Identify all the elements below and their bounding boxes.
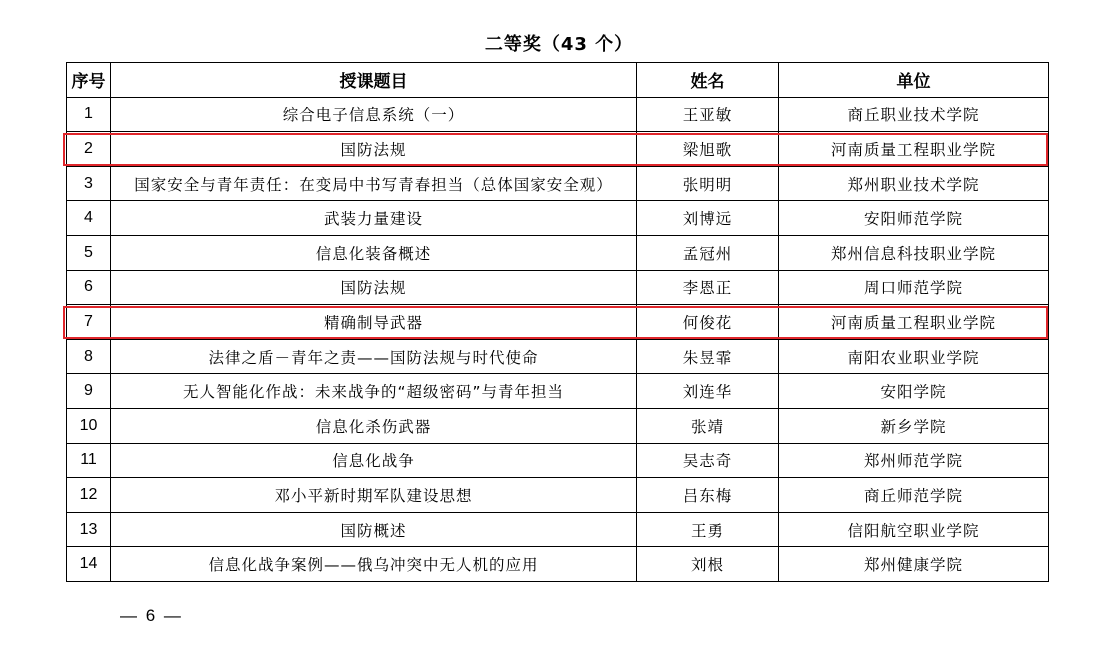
cell-num: 4 (67, 201, 111, 236)
table-row (67, 97, 1049, 132)
cell-unit: 郑州职业技术学院 (779, 166, 1049, 201)
cell-name: 李恩正 (637, 270, 779, 305)
table-row (67, 339, 1049, 374)
cell-num: 7 (67, 305, 111, 340)
cell-num: 2 (67, 132, 111, 167)
cell-topic: 无人智能化作战：未来战争的“超级密码”与青年担当 (111, 374, 637, 409)
cell-topic: 信息化杀伤武器 (111, 408, 637, 443)
table-row (67, 478, 1049, 513)
page-number: — 6 — (120, 606, 183, 625)
cell-name: 刘根 (637, 547, 779, 582)
cell-name: 刘博远 (637, 201, 779, 236)
cell-topic: 国家安全与青年责任：在变局中书写青春担当（总体国家安全观） (111, 166, 637, 201)
cell-topic: 法律之盾－青年之责——国防法规与时代使命 (111, 339, 637, 374)
cell-topic: 邓小平新时期军队建设思想 (111, 478, 637, 513)
cell-unit: 新乡学院 (779, 408, 1049, 443)
table-row (67, 235, 1049, 270)
table-row (67, 270, 1049, 305)
cell-name: 朱昱霏 (637, 339, 779, 374)
header-unit: 单位 (779, 63, 1049, 98)
cell-name: 王亚敏 (637, 97, 779, 132)
cell-unit: 周口师范学院 (779, 270, 1049, 305)
cell-name: 何俊花 (637, 305, 779, 340)
table-row (67, 166, 1049, 201)
cell-name: 刘连华 (637, 374, 779, 409)
cell-name: 吴志奇 (637, 443, 779, 478)
cell-num: 10 (67, 408, 111, 443)
table-row (67, 201, 1049, 236)
cell-topic: 信息化战争 (111, 443, 637, 478)
cell-topic: 国防法规 (111, 270, 637, 305)
header-topic: 授课题目 (111, 63, 637, 98)
cell-unit: 郑州信息科技职业学院 (779, 235, 1049, 270)
table-row (67, 305, 1049, 340)
awards-table (66, 62, 1049, 582)
cell-unit: 安阳学院 (779, 374, 1049, 409)
cell-num: 8 (67, 339, 111, 374)
cell-unit: 商丘师范学院 (779, 478, 1049, 513)
cell-num: 1 (67, 97, 111, 132)
cell-name: 张明明 (637, 166, 779, 201)
cell-num: 12 (67, 478, 111, 513)
cell-unit: 郑州健康学院 (779, 547, 1049, 582)
table-row (67, 443, 1049, 478)
cell-topic: 综合电子信息系统（一） (111, 97, 637, 132)
cell-unit: 河南质量工程职业学院 (779, 305, 1049, 340)
table-row (67, 408, 1049, 443)
cell-unit: 河南质量工程职业学院 (779, 132, 1049, 167)
cell-num: 9 (67, 374, 111, 409)
cell-name: 王勇 (637, 512, 779, 547)
cell-unit: 南阳农业职业学院 (779, 339, 1049, 374)
cell-name: 张靖 (637, 408, 779, 443)
table-row (67, 547, 1049, 582)
header-name: 姓名 (637, 63, 779, 98)
header-num: 序号 (67, 63, 111, 98)
cell-num: 6 (67, 270, 111, 305)
table-row (67, 132, 1049, 167)
cell-unit: 安阳师范学院 (779, 201, 1049, 236)
cell-topic: 信息化战争案例——俄乌冲突中无人机的应用 (111, 547, 637, 582)
table-row (67, 374, 1049, 409)
cell-unit: 郑州师范学院 (779, 443, 1049, 478)
cell-name: 吕东梅 (637, 478, 779, 513)
cell-unit: 信阳航空职业学院 (779, 512, 1049, 547)
cell-name: 梁旭歌 (637, 132, 779, 167)
cell-num: 3 (67, 166, 111, 201)
table-header-row (67, 63, 1049, 98)
cell-num: 13 (67, 512, 111, 547)
cell-topic: 武装力量建设 (111, 201, 637, 236)
cell-topic: 国防法规 (111, 132, 637, 167)
page-title: 二等奖（43 个） (484, 34, 634, 55)
cell-num: 11 (67, 443, 111, 478)
cell-topic: 国防概述 (111, 512, 637, 547)
cell-num: 14 (67, 547, 111, 582)
table-row (67, 512, 1049, 547)
cell-unit: 商丘职业技术学院 (779, 97, 1049, 132)
cell-topic: 信息化装备概述 (111, 235, 637, 270)
cell-name: 孟冠州 (637, 235, 779, 270)
cell-topic: 精确制导武器 (111, 305, 637, 340)
cell-num: 5 (67, 235, 111, 270)
table-body (67, 97, 1049, 581)
